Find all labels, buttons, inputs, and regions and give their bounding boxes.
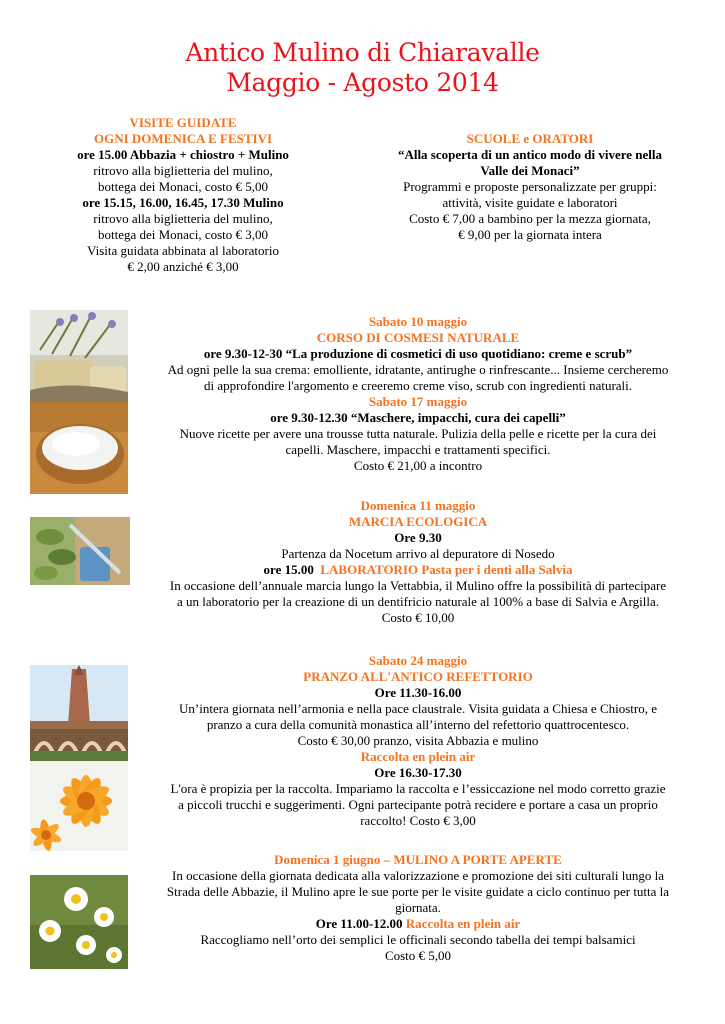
calendula-flower-photo [30, 761, 128, 851]
visite-line: ore 15.15, 16.00, 16.45, 17.30 Mulino [82, 195, 284, 210]
pranzo-text: Un’intera giornata nell’armonia e nella pace claustrale. Visita guidata a Chiesa e Chiostro, e [179, 701, 657, 716]
page-title [0, 38, 725, 98]
visite-line: bottega dei Monaci, costo € 5,00 [97, 179, 269, 194]
scuole-line: “Alla scoperta di un antico modo di vivere nella [397, 147, 663, 162]
visite-line: ritrovo alla biglietteria del mulino, [93, 211, 273, 226]
pranzo-text: pranzo a cura della comunità monastica all’interno del refettorio quattrocentesco. [206, 717, 630, 732]
scuole-line: € 9,00 per la giornata intera [458, 227, 602, 242]
visite-line: ritrovo alla biglietteria del mulino, [93, 163, 273, 178]
marcia-lab-title: LABORATORIO Pasta per i denti alla Salvia [320, 562, 573, 577]
visite-line: € 2,00 anziché € 3,00 [127, 259, 239, 274]
porte-aperte-text: In occasione della giornata dedicata alla valorizzazione e promozione dei siti culturali lungo la [172, 868, 664, 883]
pranzo-title: PRANZO ALL'ANTICO REFETTORIO [303, 669, 533, 684]
raccolta-text: a piccoli trucchi e suggerimenti. Ogni partecipante potrà recidere e portare a casa un proprio [178, 797, 658, 812]
marcia-lab-line [128, 562, 708, 578]
porte-aperte-text: Strada delle Abbazie, il Mulino apre le sue porte per le visite guidate a ciclo continuo per tutta la [166, 884, 670, 899]
scuole-line: Valle dei Monaci” [480, 163, 580, 178]
visite-line: ore 15.00 Abbazia + chiostro + Mulino [77, 147, 289, 162]
cosmesi-text: capelli. Maschere, impacchi e trattamenti specifici. [285, 442, 551, 457]
cosmesi-text: di approfondire l'argomento e creeremo creme viso, scrub con ingredienti naturali. [203, 378, 633, 393]
porte-aperte-text: Raccogliamo nell’orto dei semplici le officinali secondo tabella dei tempi balsamici [200, 932, 636, 947]
marcia-date: Domenica 11 maggio [360, 498, 476, 513]
title-line-2: Maggio - Agosto 2014 [226, 68, 499, 97]
cosmesi-date: Sabato 10 maggio [368, 314, 468, 329]
chamomile-photo [30, 875, 128, 969]
porte-aperte-text: giornata. [395, 900, 441, 915]
sage-toothbrush-photo [30, 517, 130, 585]
marcia-lab-time: ore 15.00 [263, 562, 314, 577]
cosmesi-date-2: Sabato 17 maggio [368, 394, 468, 409]
marcia-section [128, 498, 708, 626]
scuole-title: SCUOLE e ORATORI [466, 131, 594, 146]
porte-aperte-time: Ore 11.00-12.00 [315, 916, 403, 931]
pranzo-time: Ore 11.30-16.00 [374, 685, 462, 700]
visite-subtitle: OGNI DOMENICA E FESTIVI [93, 131, 273, 146]
white-powder-bowl-photo [30, 402, 128, 494]
cosmesi-title: CORSO DI COSMESI NATURALE [316, 330, 520, 345]
scuole-oratori-block [375, 131, 685, 243]
raccolta-text: L'ora è propizia per la raccolta. Impariamo la raccolta e l’essiccazione nel modo corretto grazie [170, 781, 666, 796]
cosmesi-section [128, 314, 708, 474]
porte-aperte-cost: Costo € 5,00 [384, 948, 452, 963]
pranzo-date: Sabato 24 maggio [368, 653, 468, 668]
visite-title: VISITE GUIDATE [129, 115, 237, 130]
porte-aperte-raccolta: Raccolta en plein air [405, 916, 521, 931]
visite-line: Visita guidata abbinata al laboratorio [87, 243, 279, 258]
raccolta-text: raccolto! Costo € 3,00 [360, 813, 476, 828]
cosmesi-text: Nuove ricette per avere una trousse tutta naturale. Pulizia della pelle e ricette per la cura dei [179, 426, 657, 441]
marcia-title: MARCIA ECOLOGICA [348, 514, 488, 529]
cosmesi-cost: Costo € 21,00 a incontro [353, 458, 483, 473]
cosmesi-text: Ad ogni pelle la sua crema: emolliente, idratante, antirughe o rinfrescante... Insieme cercheremo [167, 362, 669, 377]
porte-aperte-time-line [128, 916, 708, 932]
porte-aperte-title: Domenica 1 giugno – MULINO A PORTE APERTE [274, 852, 562, 867]
scuole-line: attività, visite guidate e laboratori [442, 195, 618, 210]
scuole-line: Costo € 7,00 a bambino per la mezza giornata, [409, 211, 651, 226]
marcia-text: In occasione dell’annuale marcia lungo la Vettabbia, il Mulino offre la possibilità di partecipare [169, 578, 667, 593]
pranzo-section [128, 653, 708, 829]
raccolta-time: Ore 16.30-17.30 [374, 765, 462, 780]
visite-guidate-block [38, 115, 328, 275]
marcia-text: Partenza da Nocetum arrivo al depuratore di Nosedo [281, 546, 555, 561]
marcia-time: Ore 9.30 [394, 530, 442, 545]
pranzo-cost: Costo € 30,00 pranzo, visita Abbazia e mulino [297, 733, 539, 748]
porte-aperte-section [128, 852, 708, 964]
raccolta-title: Raccolta en plein air [360, 749, 476, 764]
marcia-text: a un laboratorio per la creazione di un dentifricio naturale al 100% a base di Salvia e Argilla. [176, 594, 660, 609]
lavender-soap-photo [30, 310, 128, 402]
abbey-tower-photo [30, 665, 128, 761]
scuole-line: Programmi e proposte personalizzate per gruppi: [403, 179, 657, 194]
visite-line: bottega dei Monaci, costo € 3,00 [97, 227, 269, 242]
marcia-cost: Costo € 10,00 [381, 610, 455, 625]
title-line-1: Antico Mulino di Chiaravalle [185, 38, 540, 67]
cosmesi-session-1: ore 9.30-12-30 “La produzione di cosmetici di uso quotidiano: creme e scrub” [203, 346, 633, 361]
cosmesi-session-2: ore 9.30-12.30 “Maschere, impacchi, cura dei capelli” [270, 410, 566, 425]
